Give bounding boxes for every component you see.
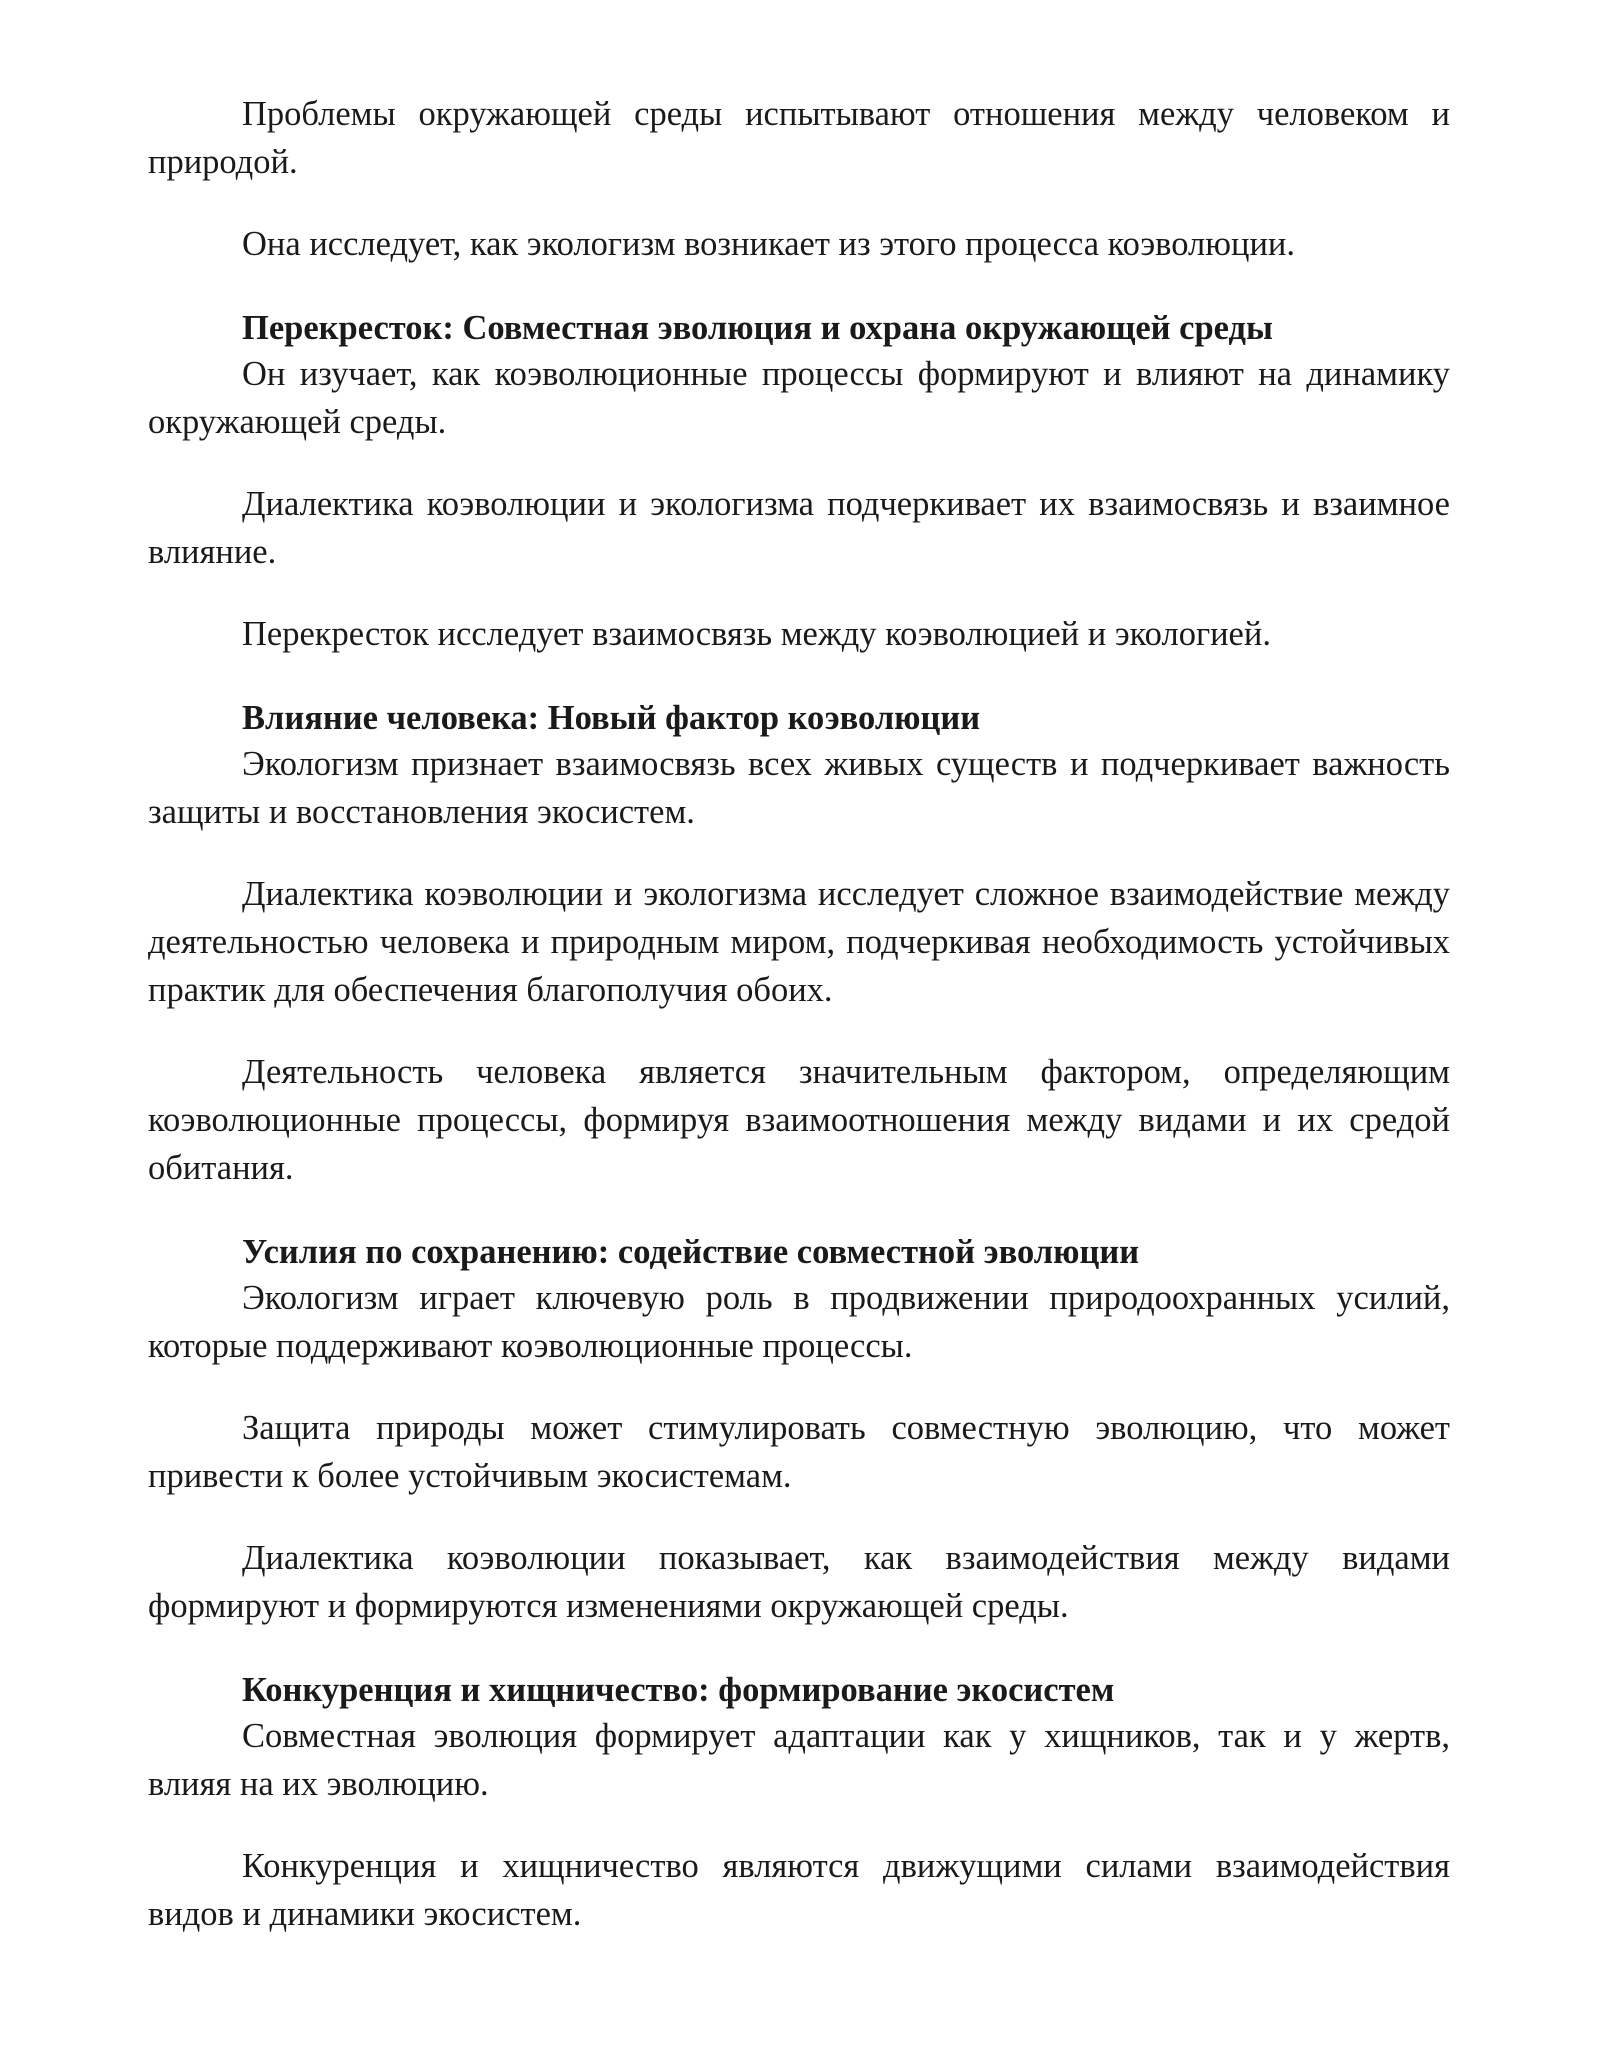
paragraph: Проблемы окружающей среды испытывают отношения между человеком и природой. bbox=[148, 95, 1450, 181]
section-heading: Усилия по сохранению: содействие совместной эволюции bbox=[242, 1233, 1140, 1271]
paragraph: Перекресток исследует взаимосвязь между коэволюцией и экологией. bbox=[242, 615, 1271, 653]
paragraph: Защита природы может стимулировать совместную эволюцию, что может привести к более устойчивым экосистемам. bbox=[148, 1409, 1450, 1495]
paragraph: Экологизм признает взаимосвязь всех живых существ и подчеркивает важность защиты и восстановления экосистем. bbox=[148, 745, 1450, 831]
paragraph: Она исследует, как экологизм возникает из этого процесса коэволюции. bbox=[242, 225, 1296, 263]
paragraph: Диалектика коэволюции и экологизма исследует сложное взаимодействие между деятельностью человека и природным миром, подчеркивая необходимость устойчивых практик для обеспечения благополучия обоих. bbox=[148, 875, 1450, 1009]
section-heading: Конкуренция и хищничество: формирование экосистем bbox=[242, 1671, 1115, 1709]
paragraph: Диалектика коэволюции и экологизма подчеркивает их взаимосвязь и взаимное влияние. bbox=[148, 485, 1450, 571]
paragraph: Диалектика коэволюции показывает, как взаимодействия между видами формируют и формируются изменениями окружающей среды. bbox=[148, 1539, 1450, 1625]
section-heading: Перекресток: Совместная эволюция и охрана окружающей среды bbox=[242, 309, 1273, 347]
paragraph: Совместная эволюция формирует адаптации как у хищников, так и у жертв, влияя на их эволюцию. bbox=[148, 1717, 1450, 1803]
document-page bbox=[148, 90, 1450, 1972]
paragraph: Конкуренция и хищничество являются движущими силами взаимодействия видов и динамики экосистем. bbox=[148, 1847, 1450, 1933]
paragraph: Деятельность человека является значительным фактором, определяющим коэволюционные процессы, формируя взаимоотношения между видами и их средой обитания. bbox=[148, 1053, 1450, 1187]
section-heading: Влияние человека: Новый фактор коэволюции bbox=[242, 699, 981, 737]
paragraph: Он изучает, как коэволюционные процессы формируют и влияют на динамику окружающей среды. bbox=[148, 355, 1450, 441]
paragraph: Экологизм играет ключевую роль в продвижении природоохранных усилий, которые поддерживают коэволюционные процессы. bbox=[148, 1279, 1450, 1365]
